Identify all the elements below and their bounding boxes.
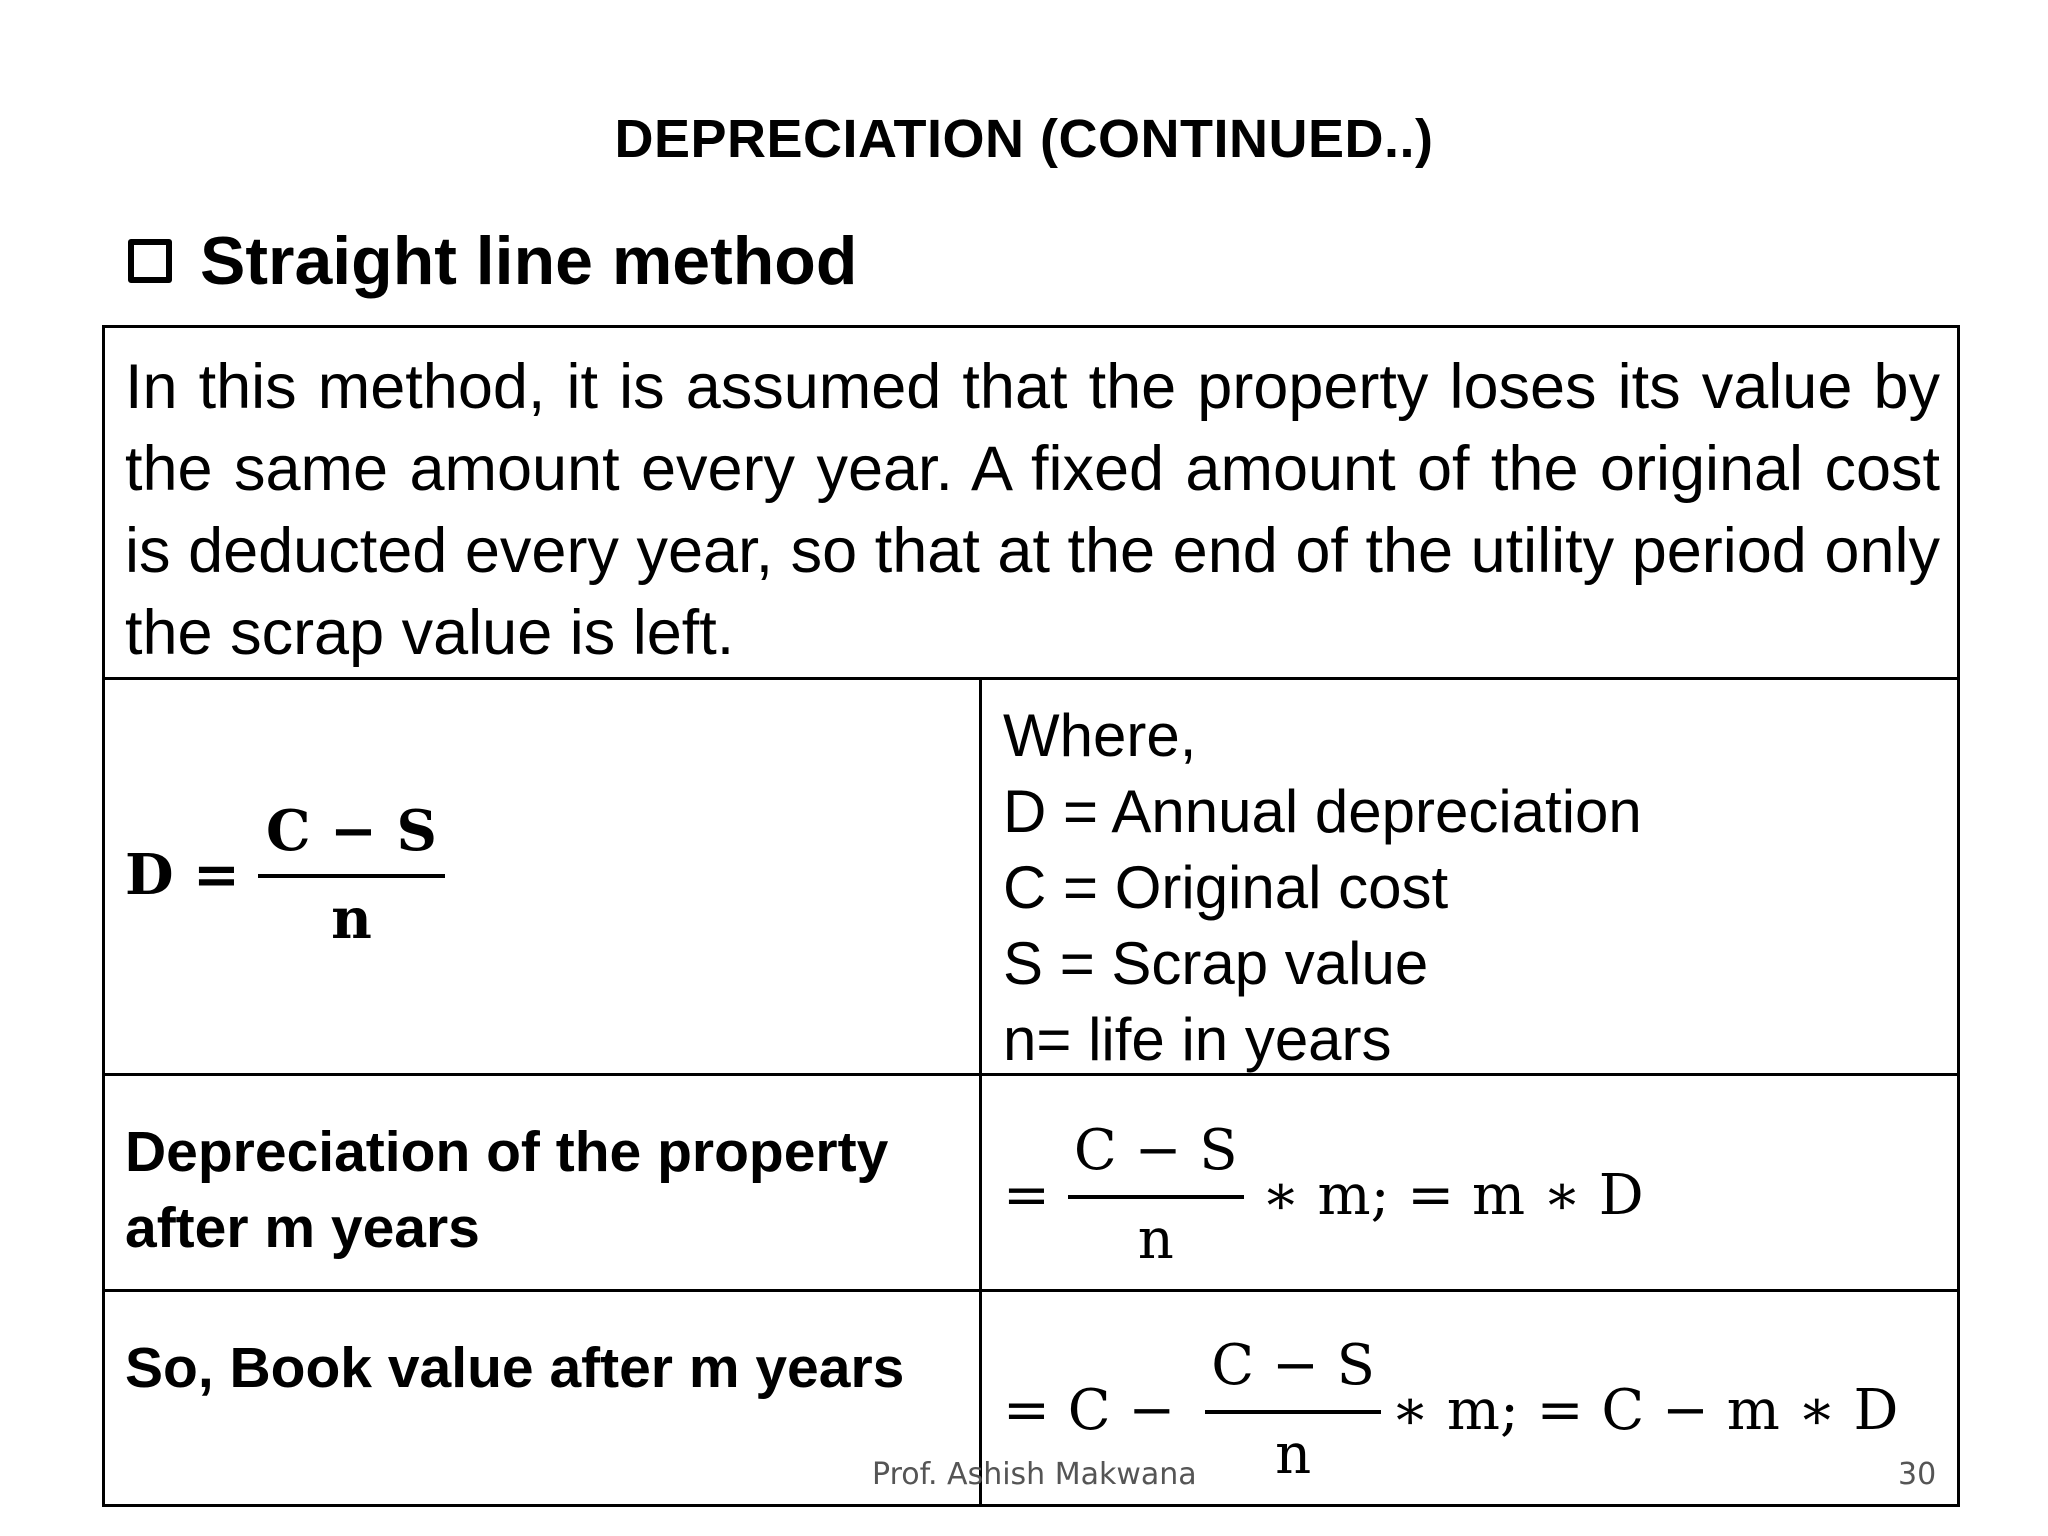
variable-definitions	[1003, 698, 1642, 1078]
table-column-divider	[979, 677, 982, 1504]
formula-fraction	[258, 798, 445, 952]
eq-fraction	[1068, 1118, 1244, 1272]
eq-numerator: C − S	[1211, 1333, 1376, 1398]
eq-fraction	[1205, 1333, 1381, 1487]
definition-item: D = Annual depreciation	[1003, 778, 1642, 845]
content-table	[102, 325, 1960, 1507]
formula-lhs: D =	[125, 842, 240, 908]
eq-suffix: ∗ m; = m ∗ D	[1261, 1162, 1644, 1228]
depreciation-after-m-formula	[1003, 1118, 1644, 1272]
footer-author: Prof. Ashish Makwana	[872, 1457, 1197, 1492]
eq-denominator: n	[1137, 1207, 1174, 1272]
book-value-label: So, Book value after m years	[125, 1336, 905, 1400]
eq-numerator: C − S	[1073, 1118, 1238, 1183]
table-divider	[105, 677, 1957, 680]
definition-item: n= life in years	[1003, 1006, 1392, 1073]
section-heading-text: Straight line method	[200, 223, 858, 299]
depreciation-formula	[125, 798, 445, 952]
definition-item: S = Scrap value	[1003, 930, 1429, 997]
page-number: 30	[1898, 1457, 1937, 1492]
eq-prefix: = C −	[1003, 1377, 1176, 1443]
eq-suffix: ∗ m; = C − m ∗ D	[1391, 1377, 1899, 1443]
eq-prefix: =	[1003, 1162, 1050, 1228]
definition-item: C = Original cost	[1003, 854, 1449, 921]
depreciation-after-m-label: Depreciation of the property after m years	[125, 1120, 889, 1260]
table-divider	[105, 1289, 1957, 1292]
checkbox-square-icon	[128, 239, 172, 283]
formula-denominator: n	[331, 886, 372, 952]
formula-numerator: C − S	[265, 798, 437, 864]
eq-denominator: n	[1275, 1422, 1312, 1487]
slide-title: DEPRECIATION (CONTINUED..)	[614, 109, 1434, 169]
method-description: In this method, it is assumed that the property loses its value by the same amount every year. A fixed amount of the original cost is deducted every year, so that at the end of the utility period only the scrap value is left.	[125, 352, 1940, 668]
where-heading: Where,	[1003, 702, 1197, 769]
section-heading	[128, 222, 857, 300]
